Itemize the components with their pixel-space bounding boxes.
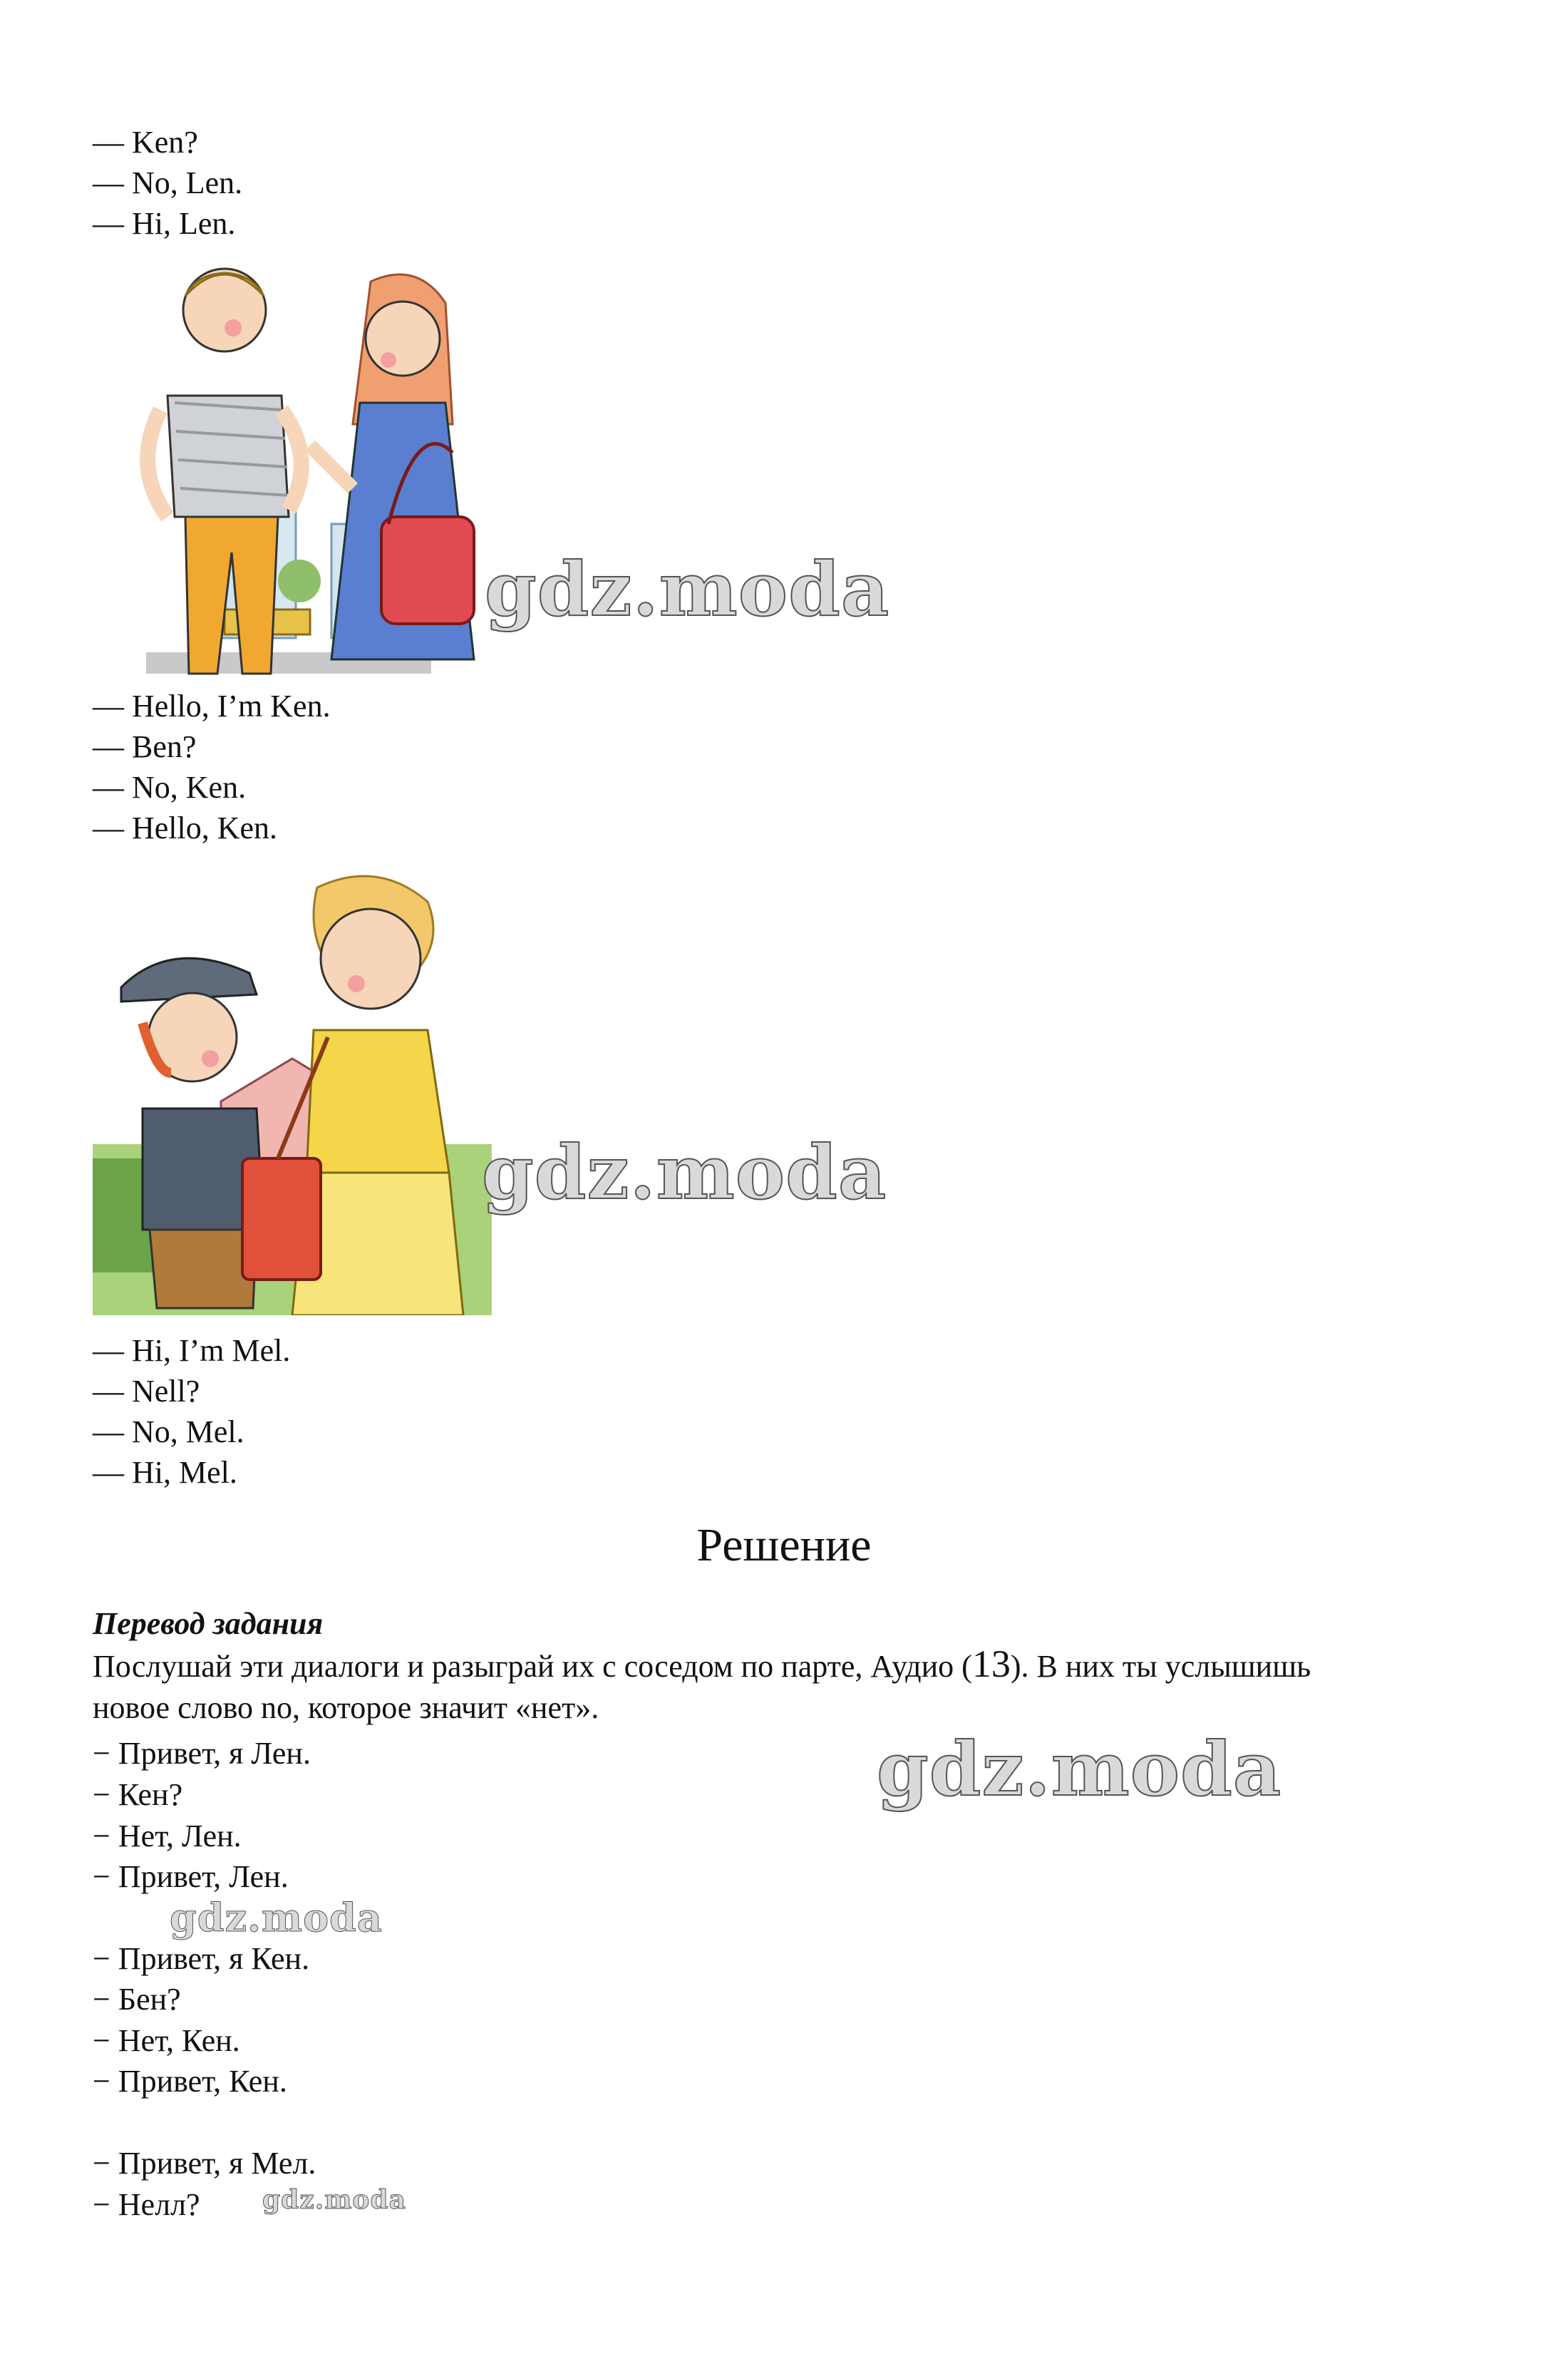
- translation-line: − Привет, Кен.: [93, 2064, 287, 2099]
- watermark: gdz.moda: [262, 2185, 406, 2215]
- dialogue-line: — Ken?: [93, 125, 198, 160]
- translation-line: − Привет, я Мел.: [93, 2146, 316, 2181]
- illustration-boy-and-girl: [118, 253, 488, 681]
- dialogue-line: — Ben?: [93, 729, 197, 764]
- illustration-boy-and-woman: [93, 859, 492, 1315]
- audio-number: 13: [971, 1642, 1011, 1685]
- dialogue-line: — Nell?: [93, 1374, 200, 1409]
- watermark: gdz.moda: [170, 1895, 383, 1940]
- translation-line: − Привет, я Лен.: [93, 1736, 311, 1771]
- dialogue-line: — Hi, Mel.: [93, 1455, 237, 1490]
- translation-line: − Нет, Кен.: [93, 2023, 240, 2058]
- dialogue-line: — Hello, Ken.: [93, 811, 278, 845]
- dialogue-line: — No, Mel.: [93, 1414, 244, 1449]
- translation-line: − Нет, Лен.: [93, 1819, 242, 1853]
- translation-line: − Привет, Лен.: [93, 1859, 289, 1894]
- task-translation-paragraph: [93, 1643, 1376, 1729]
- translation-line: − Нелл?: [93, 2187, 200, 2222]
- watermark: gdz.moda: [877, 1725, 1282, 1813]
- dialogue-line: — Hello, I’m Ken.: [93, 689, 331, 724]
- translation-line: − Кен?: [93, 1777, 183, 1812]
- dialogue-line: — Hi, I’m Mel.: [93, 1333, 291, 1368]
- translation-line: − Привет, я Кен.: [93, 1941, 310, 1976]
- dialogue-line: — Hi, Len.: [93, 206, 236, 241]
- translation-line: − Бен?: [93, 1982, 181, 2017]
- dialogue-line: — No, Len.: [93, 165, 243, 200]
- watermark: gdz.moda: [485, 545, 890, 633]
- watermark: gdz.moda: [482, 1128, 887, 1216]
- paragraph-text-start: Послушай эти диалоги и разыграй их с соседом по парте, Аудио (: [93, 1649, 972, 1684]
- dialogue-line: — No, Ken.: [93, 770, 247, 805]
- translation-subheading: Перевод задания: [93, 1606, 324, 1641]
- paragraph-text-end: ). В них ты услышишь новое слово no, которое значит «нет».: [93, 1649, 1311, 1725]
- solution-heading: Решение: [696, 1519, 872, 1571]
